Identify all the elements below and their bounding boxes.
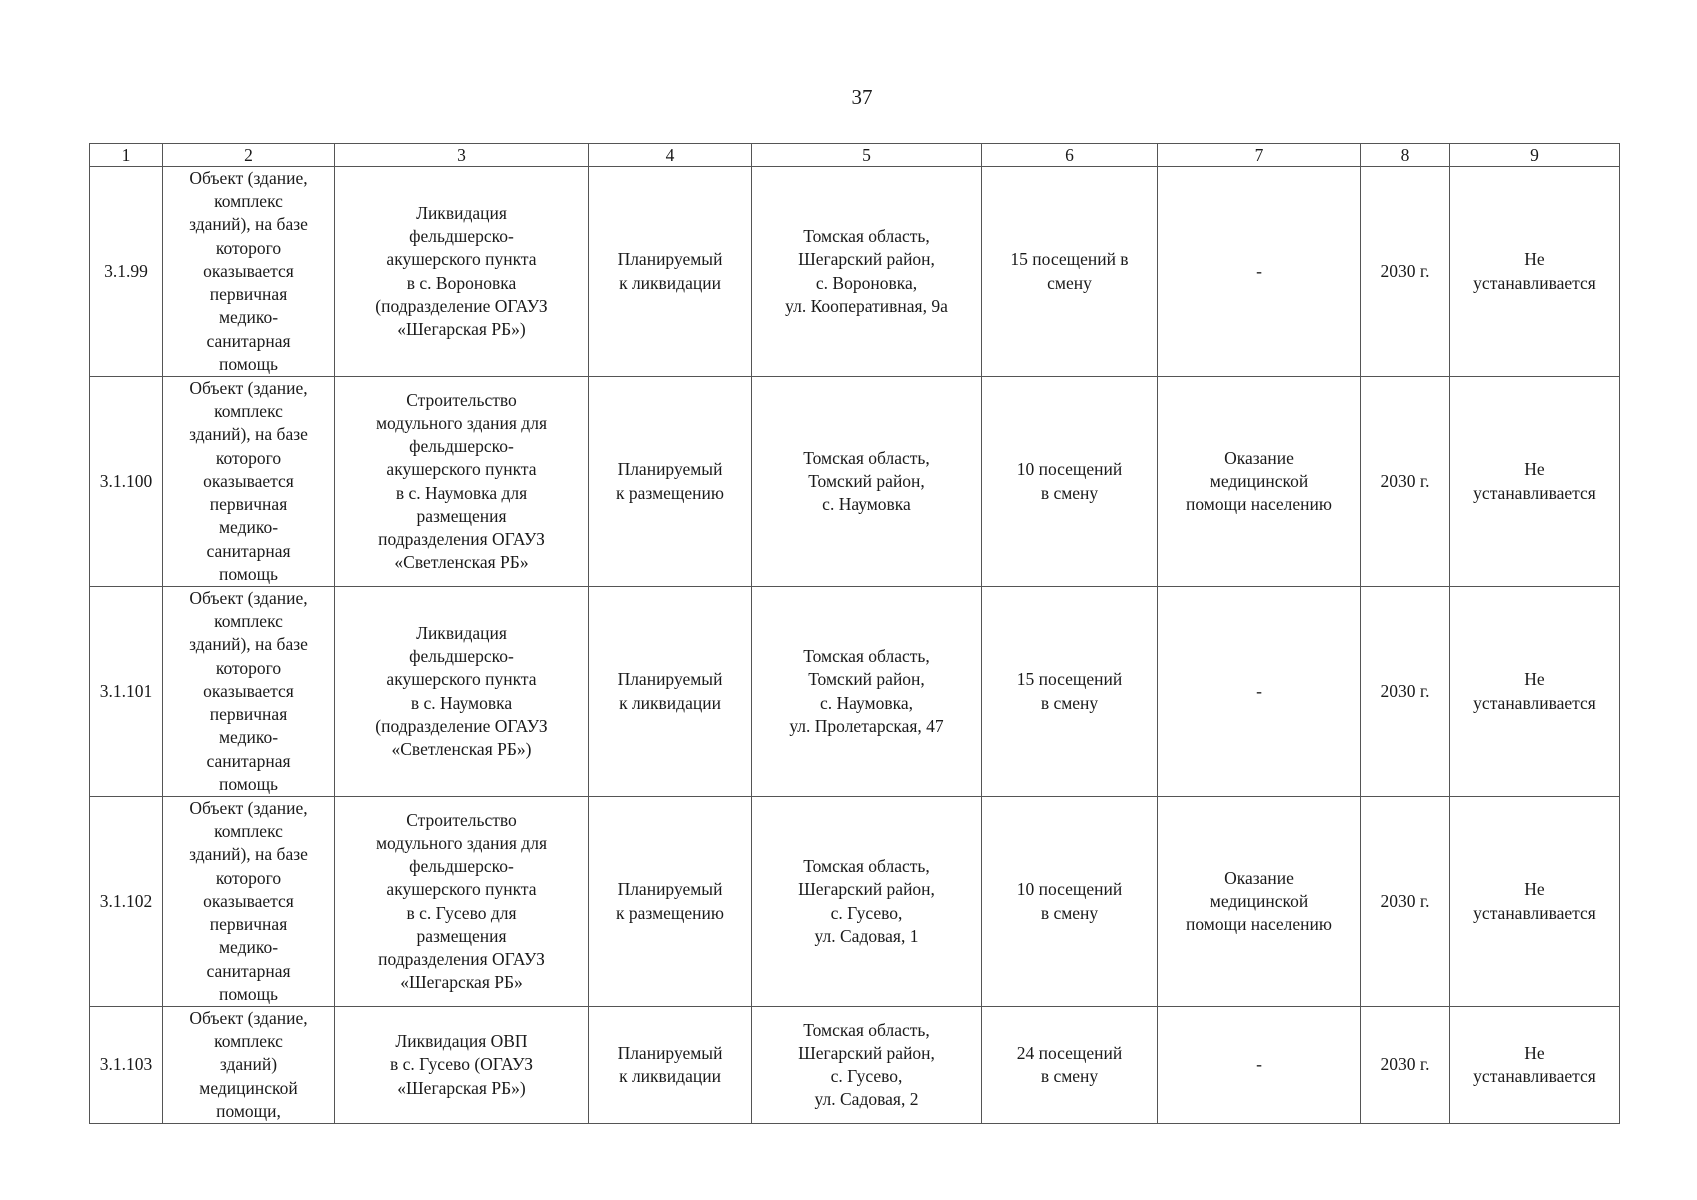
object-zone: Не устанавливается (1450, 377, 1620, 587)
object-type: Объект (здание, комплекс зданий) медицинской помощи, (163, 1007, 335, 1124)
object-location: Томская область, Томский район, с. Наумовка (752, 377, 982, 587)
object-status: Планируемый к размещению (589, 797, 752, 1007)
object-description: Ликвидация фельдшерско- акушерского пункта в с. Вороновка (подразделение ОГАУЗ «Шегарская РБ») (335, 167, 589, 377)
object-code: 3.1.102 (90, 797, 163, 1007)
object-zone: Не устанавливается (1450, 797, 1620, 1007)
object-year: 2030 г. (1361, 1007, 1450, 1124)
object-location: Томская область, Шегарский район, с. Гусево, ул. Садовая, 1 (752, 797, 982, 1007)
object-code: 3.1.103 (90, 1007, 163, 1124)
object-capacity: 10 посещений в смену (982, 797, 1158, 1007)
object-capacity: 15 посещений в смену (982, 167, 1158, 377)
object-purpose: - (1158, 587, 1361, 797)
column-number-header: 4 (589, 144, 752, 167)
object-location: Томская область, Шегарский район, с. Вороновка, ул. Кооперативная, 9а (752, 167, 982, 377)
table-row (90, 797, 1620, 1007)
object-capacity: 10 посещений в смену (982, 377, 1158, 587)
table-row (90, 167, 1620, 377)
column-number-header: 2 (163, 144, 335, 167)
object-status: Планируемый к ликвидации (589, 167, 752, 377)
object-purpose: Оказание медицинской помощи населению (1158, 797, 1361, 1007)
object-year: 2030 г. (1361, 377, 1450, 587)
object-purpose: Оказание медицинской помощи населению (1158, 377, 1361, 587)
object-purpose: - (1158, 1007, 1361, 1124)
object-code: 3.1.99 (90, 167, 163, 377)
table-row (90, 587, 1620, 797)
object-status: Планируемый к ликвидации (589, 1007, 752, 1124)
object-type: Объект (здание, комплекс зданий), на базе которого оказывается первичная медико- санитарная помощь (163, 587, 335, 797)
column-number-header: 7 (1158, 144, 1361, 167)
object-description: Строительство модульного здания для фельдшерско- акушерского пункта в с. Гусево для размещения подразделения ОГАУЗ «Шегарская РБ» (335, 797, 589, 1007)
table-row (90, 377, 1620, 587)
object-location: Томская область, Шегарский район, с. Гусево, ул. Садовая, 2 (752, 1007, 982, 1124)
table-row (90, 1007, 1620, 1124)
object-purpose: - (1158, 167, 1361, 377)
object-type: Объект (здание, комплекс зданий), на базе которого оказывается первичная медико- санитарная помощь (163, 167, 335, 377)
object-year: 2030 г. (1361, 587, 1450, 797)
object-status: Планируемый к ликвидации (589, 587, 752, 797)
object-description: Ликвидация фельдшерско- акушерского пункта в с. Наумовка (подразделение ОГАУЗ «Светленская РБ») (335, 587, 589, 797)
object-zone: Не устанавливается (1450, 1007, 1620, 1124)
object-year: 2030 г. (1361, 797, 1450, 1007)
object-year: 2030 г. (1361, 167, 1450, 377)
object-description: Ликвидация ОВП в с. Гусево (ОГАУЗ «Шегарская РБ») (335, 1007, 589, 1124)
column-number-header: 5 (752, 144, 982, 167)
object-zone: Не устанавливается (1450, 587, 1620, 797)
column-number-header: 9 (1450, 144, 1620, 167)
table-header-row (90, 144, 1620, 167)
column-number-header: 8 (1361, 144, 1450, 167)
object-status: Планируемый к размещению (589, 377, 752, 587)
column-number-header: 3 (335, 144, 589, 167)
object-type: Объект (здание, комплекс зданий), на базе которого оказывается первичная медико- санитарная помощь (163, 377, 335, 587)
page-number: 37 (851, 85, 873, 109)
object-location: Томская область, Томский район, с. Наумовка, ул. Пролетарская, 47 (752, 587, 982, 797)
objects-table (89, 143, 1620, 1124)
object-capacity: 24 посещений в смену (982, 1007, 1158, 1124)
column-number-header: 1 (90, 144, 163, 167)
column-number-header: 6 (982, 144, 1158, 167)
object-description: Строительство модульного здания для фельдшерско- акушерского пункта в с. Наумовка для размещения подразделения ОГАУЗ «Светленская РБ» (335, 377, 589, 587)
object-capacity: 15 посещений в смену (982, 587, 1158, 797)
object-code: 3.1.100 (90, 377, 163, 587)
object-code: 3.1.101 (90, 587, 163, 797)
object-type: Объект (здание, комплекс зданий), на базе которого оказывается первичная медико- санитарная помощь (163, 797, 335, 1007)
object-zone: Не устанавливается (1450, 167, 1620, 377)
